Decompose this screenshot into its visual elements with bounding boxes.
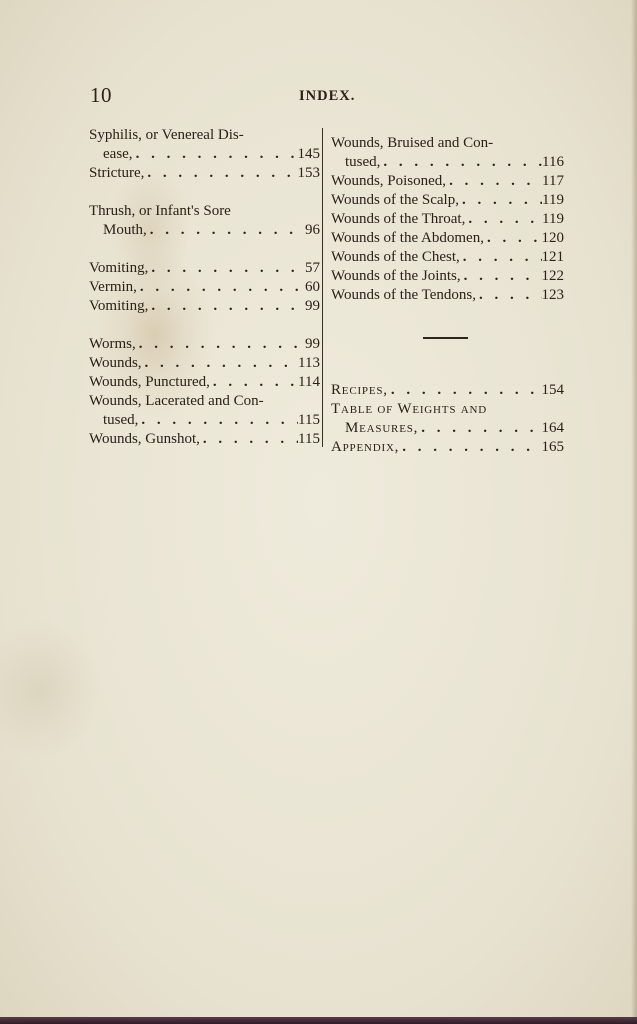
index-column-left xyxy=(89,126,320,449)
entry-title: Thrush, or Infant's Sore xyxy=(89,203,231,219)
page-ref: 154 xyxy=(541,382,564,398)
entry-title-cont: tused, xyxy=(345,154,381,170)
page-ref: 57 xyxy=(305,260,320,276)
dot-leader xyxy=(484,229,542,248)
index-entry xyxy=(331,286,564,305)
entry-title: Wounds, Gunshot, xyxy=(89,431,200,447)
index-entry xyxy=(89,430,320,449)
index-entry xyxy=(89,278,320,297)
dot-leader xyxy=(133,145,298,164)
entry-title-cont: Mouth, xyxy=(103,222,147,238)
entry-title: Stricture, xyxy=(89,165,145,181)
entry-title: Table of Weights and xyxy=(331,401,488,417)
dot-leader xyxy=(138,411,298,430)
index-entry xyxy=(89,373,320,392)
entry-title: Wounds, Punctured, xyxy=(89,374,210,390)
dot-leader xyxy=(210,373,298,392)
index-entry xyxy=(89,335,320,354)
dot-leader xyxy=(465,210,542,229)
page-ref: 96 xyxy=(305,222,320,238)
page-ref: 122 xyxy=(541,268,564,284)
dot-leader xyxy=(200,430,298,449)
page-ref: 114 xyxy=(298,374,320,390)
page-ref: 121 xyxy=(541,249,564,265)
index-entry xyxy=(331,381,564,400)
index-column-right xyxy=(331,134,564,457)
dot-leader xyxy=(460,248,542,267)
running-head: INDEX. xyxy=(299,88,356,104)
entry-title: Appendix, xyxy=(331,439,400,455)
dot-leader xyxy=(418,419,541,438)
index-entry xyxy=(89,354,320,373)
dot-leader xyxy=(147,221,298,240)
index-entry xyxy=(331,172,564,191)
entry-title-cont: Measures, xyxy=(345,420,419,436)
index-entry xyxy=(331,191,564,210)
page-ref: 117 xyxy=(542,173,564,189)
entry-title: Vomiting, xyxy=(89,298,149,314)
dot-leader xyxy=(144,164,297,183)
dot-leader xyxy=(388,381,542,400)
page-ref: 119 xyxy=(542,211,564,227)
page-number: 10 xyxy=(90,83,112,107)
entry-title-cont: ease, xyxy=(103,146,133,162)
page-edge-shadow xyxy=(631,0,637,1024)
page-ref: 115 xyxy=(298,431,320,447)
index-entry xyxy=(331,400,564,438)
index-entry xyxy=(89,164,320,183)
page-ref: 165 xyxy=(541,439,564,455)
dot-leader xyxy=(380,153,542,172)
page-ref: 116 xyxy=(542,154,564,170)
entry-title: Recipes, xyxy=(331,382,388,398)
page-ref: 113 xyxy=(298,355,320,371)
entry-title: Wounds, Poisoned, xyxy=(331,173,447,189)
page-ref: 99 xyxy=(305,336,320,352)
dot-leader xyxy=(137,278,298,297)
entry-title: Wounds, Bruised and Con- xyxy=(331,135,494,151)
entry-title: Wounds of the Chest, xyxy=(331,249,460,265)
entry-title: Vermin, xyxy=(89,279,137,295)
page-ref: 145 xyxy=(297,146,320,162)
entry-title: Wounds of the Joints, xyxy=(331,268,461,284)
index-entry xyxy=(331,248,564,267)
index-entry xyxy=(331,229,564,248)
dot-leader xyxy=(446,172,542,191)
index-entry xyxy=(89,202,320,240)
dot-leader xyxy=(148,297,298,316)
index-entry xyxy=(331,438,564,457)
dot-leader xyxy=(461,267,542,286)
page-ref: 115 xyxy=(298,412,320,428)
index-entry xyxy=(331,210,564,229)
page-ref: 153 xyxy=(297,165,320,181)
page-ref: 60 xyxy=(305,279,320,295)
entry-title: Wounds of the Tendons, xyxy=(331,287,476,303)
dot-leader xyxy=(399,438,541,457)
dot-leader xyxy=(142,354,298,373)
dot-leader xyxy=(476,286,542,305)
index-entry xyxy=(331,134,564,172)
entry-title: Wounds of the Scalp, xyxy=(331,192,459,208)
entry-title: Wounds of the Abdomen, xyxy=(331,230,484,246)
entry-title: Wounds of the Throat, xyxy=(331,211,466,227)
entry-title: Syphilis, or Venereal Dis- xyxy=(89,127,244,143)
column-divider xyxy=(322,128,323,447)
entry-title-cont: tused, xyxy=(103,412,139,428)
index-entry xyxy=(89,259,320,278)
dot-leader xyxy=(148,259,298,278)
index-entry xyxy=(331,267,564,286)
entry-title: Wounds, Lacerated and Con- xyxy=(89,393,264,409)
index-entry xyxy=(89,126,320,164)
page-ref: 123 xyxy=(541,287,564,303)
page-ref: 119 xyxy=(542,192,564,208)
page-ref: 120 xyxy=(541,230,564,246)
entry-title: Wounds, xyxy=(89,355,142,371)
entry-title: Worms, xyxy=(89,336,136,352)
page-bottom-edge xyxy=(0,1017,637,1024)
dot-leader xyxy=(136,335,298,354)
dot-leader xyxy=(459,191,542,210)
page-ref: 99 xyxy=(305,298,320,314)
index-entry xyxy=(89,392,320,430)
page-ref: 164 xyxy=(541,420,564,436)
entry-title: Vomiting, xyxy=(89,260,149,276)
index-entry xyxy=(89,297,320,316)
